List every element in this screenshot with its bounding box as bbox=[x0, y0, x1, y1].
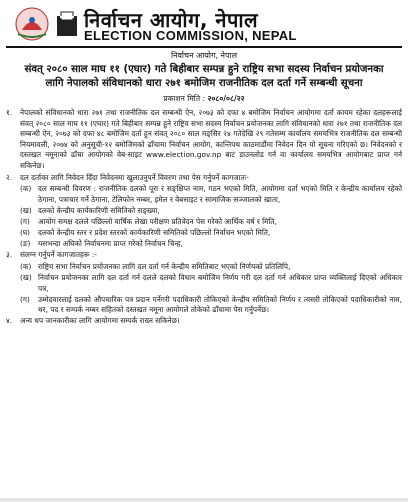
sub-item bbox=[6, 295, 402, 316]
sub-item-label: (क) bbox=[20, 184, 32, 194]
sub-item-text: यसभन्दा अघिको निर्वाचनमा प्राप्त गरेको निर्वाचन चिन्ह, bbox=[38, 239, 183, 249]
list-item bbox=[6, 108, 402, 172]
sub-item bbox=[6, 206, 402, 217]
nepal-emblem-icon bbox=[12, 6, 52, 42]
sub-item-label: (ग) bbox=[20, 216, 30, 226]
sub-item bbox=[6, 239, 402, 250]
sub-item-text: निर्वाचन प्रयोजनका लागि दल दर्ता गर्न दलले दलको विधान बमोजिम निर्णय गरी दल दर्ता गर्न अधिकार प्राप्त व्यक्तिलाई दिएको अधिकार पत्र, bbox=[38, 272, 402, 293]
date-value: २०८०/०८/२२ bbox=[207, 94, 245, 103]
org-name-english: ELECTION COMMISSION, NEPAL bbox=[84, 28, 297, 43]
sub-item-label: (क) bbox=[20, 261, 32, 271]
item-text: अन्य थप जानकारीका लागि आयोगमा सम्पर्क राख्न सकिनेछ। bbox=[20, 316, 180, 326]
letterhead bbox=[6, 4, 402, 44]
date-label: प्रकाशन मिति : bbox=[163, 94, 206, 103]
sub-item bbox=[6, 273, 402, 294]
sub-item bbox=[6, 228, 402, 239]
sub-item-text: उम्मेदवारलाई दलको औपचारिक पत्र प्रदान गर्नेगरी पदाधिकारी तोकिएको केन्द्रीय समितिको निर्णय र त्यसरी तोकिएको पदाधिकारीको नाम, थर, पद र सम्पर्क नम्बर सहितको दस्तखत नमूना आयोगले तोकेको ढाँचामा पेस गर्नुपर्नेछ। bbox=[38, 294, 402, 315]
item-text: संलग्न गर्नुपर्ने कागजातहरू :- bbox=[20, 250, 97, 260]
sub-item bbox=[6, 184, 402, 205]
item-number: ३. bbox=[6, 250, 13, 260]
list-item bbox=[6, 316, 402, 327]
sub-item-text: दल सम्बन्धी विवरण : राजनीतिक दलको पूरा र सङ्क्षिप्त नाम, गठन भएको मिति, आयोगमा दर्ता भएको मिति र केन्द्रीय कार्यालय रहेको ठेगाना, पत्राचार गर्ने ठेगाना, टेलिफोन नम्बर, इमेल र वेबसाइट र सामाजिक सञ्जालको खाता, bbox=[38, 184, 402, 204]
sub-item bbox=[6, 217, 402, 228]
publication-date bbox=[6, 94, 402, 104]
ballot-box-icon bbox=[56, 10, 78, 38]
issuer-line: निर्वाचन आयोग, नेपाल bbox=[170, 51, 238, 60]
list-item bbox=[6, 250, 402, 261]
item-number: २. bbox=[6, 172, 13, 182]
sub-item-label: (ख) bbox=[20, 205, 32, 215]
list-item bbox=[6, 173, 402, 184]
sub-item bbox=[6, 262, 402, 273]
item-number: ४. bbox=[6, 316, 13, 326]
sub-item-text: दलको केन्द्रीय कार्यकारिणी समितिको सङ्ख्या, bbox=[38, 205, 160, 215]
sub-item-label: (ग) bbox=[20, 294, 30, 304]
item-number: १. bbox=[6, 108, 13, 117]
sub-item-label: (घ) bbox=[20, 228, 31, 238]
sub-item-text: राष्ट्रिय सभा निर्वाचन प्रयोजनका लागि दल दर्ता गर्न केन्द्रीय समितिबाट भएको निर्णयको प्रतिलिपि, bbox=[38, 261, 291, 271]
page-bottom-edge bbox=[0, 498, 408, 502]
sub-item-label: (ङ) bbox=[20, 239, 31, 249]
sub-item-text: आयोग समक्ष दलले पछिल्लो वार्षिक लेखा परीक्षण प्रतिवेदन पेस गरेको आर्थिक वर्ष र मिति, bbox=[38, 216, 277, 226]
sub-item-text: दलको केन्द्रीय स्तर र प्रदेश स्तरको कार्यकारिणी समितिको पछिल्लो निर्वाचन भएको मिति, bbox=[38, 228, 271, 238]
notice-title: संवत् २०८० साल माघ ११ (एघार) गते बिहीबार सम्पन्न हुने राष्ट्रिय सभा सदस्य निर्वाचन प्रयोजनका लागि नेपालको संविधानको धारा २७१ बमोजिम राजनीतिक दल दर्ता गर्ने सम्बन्धी सूचना bbox=[24, 64, 384, 89]
org-name-nepali: निर्वाचन आयोग, नेपाल bbox=[84, 8, 259, 32]
header-divider bbox=[6, 46, 402, 48]
notice-body bbox=[6, 108, 402, 327]
sub-item-label: (ख) bbox=[20, 272, 32, 282]
item-text: दल दर्ताका लागि निवेदन दिँदा निवेदनमा खुलाउनुपर्ने विवरण तथा पेस गर्नुपर्ने कागजातः- bbox=[20, 172, 249, 182]
item-text: नेपालको संविधानको धारा २७१ तथा राजनीतिक दल सम्बन्धी ऐन, २०७३ को दफा ४ बमोजिम निर्वाचन आयोगमा दर्ता कायम रहेका दलहरूलाई संवत् २०८० साल माघ ११ (एघार) गते बिहीबार सम्पन्न हुने राष्ट्रिय सभा सदस्य निर्वाचन प्रयोजनका लागि संविधानको धारा २७१ तथा राजनीतिक दल सम्बन्धी ऐन, २०७३ को दफा ४८ बमोजिम दर्ता हुन संवत् २०८० साल मङ्सिर २४ गतेदेखि २९ गतेसम्म कार्यालय समयभित्र राजनीतिक दल सम्बन्धी नियमावली, २०७४ को अनुसूची-१२ बमोजिमको ढाँचामा निर्वाचन आयोग, कान्तिपथ काठमाडौंमा निवेदन दिन यो सूचना गरिएको छ। निवेदनको र दस्तखत नमूनाको ढाँचा आयोगको वेब-साइट www.election.gov.np बाट डाउनलोड गर्न वा कार्यालय समयभित्र आयोगबाट प्राप्त गर्न सकिनेछ। bbox=[20, 108, 402, 170]
